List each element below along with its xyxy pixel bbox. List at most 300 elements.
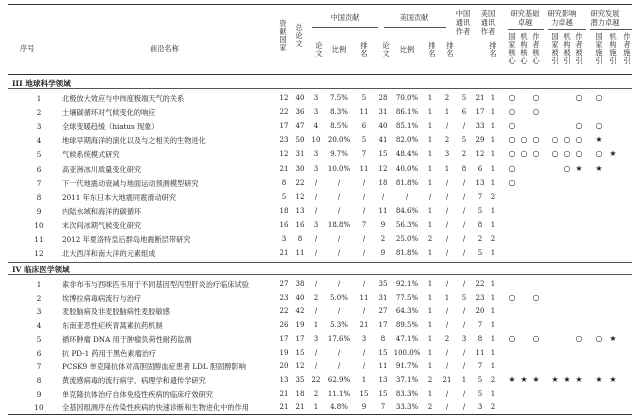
row-value: /: [445, 389, 449, 398]
circle-icon: ○: [508, 121, 516, 131]
row-value: 19: [295, 321, 305, 330]
row-value: 40: [378, 122, 388, 131]
circle-icon: ○: [520, 149, 528, 159]
row-value: 2: [380, 235, 386, 243]
basis-underline: [508, 29, 544, 30]
star-icon: ★: [609, 374, 617, 384]
row-number: 2: [36, 293, 42, 303]
influence-underline: [548, 29, 586, 30]
row-value: /: [445, 307, 449, 316]
header-topic: 前沿名称: [150, 44, 179, 53]
row-value: 5.3%: [330, 321, 348, 330]
sub-basis-country: 国家核心: [508, 32, 516, 65]
circle-icon: ○: [508, 333, 516, 343]
row-value: 47.1%: [395, 334, 419, 343]
row-value: 22: [311, 375, 321, 384]
usa-underline: [384, 27, 446, 28]
row-value: 18: [279, 206, 289, 215]
sub-basis-institution: 机构核心: [520, 32, 528, 65]
row-number: 3: [36, 307, 42, 317]
row-topic: 全球变暖趋缓（hiatus 现象）: [62, 122, 159, 132]
header-usa-corr: 美国通讯作者: [480, 9, 496, 36]
row-value: 11: [378, 206, 388, 215]
row-value: 5: [461, 136, 467, 145]
circle-icon: ○: [575, 135, 583, 145]
sub-usa-ratio: 比例: [399, 45, 415, 54]
row-value: 15: [295, 348, 305, 357]
circle-icon: ○: [551, 149, 559, 159]
header-china: 中国贡献: [330, 13, 360, 22]
row-value: /: [337, 235, 341, 243]
circle-icon: ○: [532, 135, 540, 145]
row-value: 1: [490, 220, 496, 229]
circle-icon: ○: [508, 93, 516, 102]
circle-icon: ○: [508, 107, 516, 117]
row-value: 9: [380, 220, 386, 229]
row-value: /: [362, 192, 366, 201]
circle-icon: ○: [551, 135, 559, 145]
row-value: 77.5%: [395, 293, 419, 302]
row-value: /: [314, 192, 318, 201]
row-value: 83.3%: [395, 389, 419, 398]
sub-influence-country: 国家被引: [551, 32, 559, 65]
row-value: 5: [477, 389, 483, 398]
row-value: 21: [295, 403, 305, 412]
row-topic: 全基因组测序在传染性疾病的快速诊断和生物进化中的作用: [62, 403, 249, 413]
row-value: 50: [295, 136, 305, 145]
row-value: 3: [313, 164, 319, 173]
row-value: 3: [444, 150, 450, 159]
row-value: 1: [490, 362, 496, 371]
row-value: 12: [475, 150, 485, 159]
star-icon: ★: [595, 163, 603, 173]
circle-icon: ○: [575, 121, 583, 131]
row-topic: 抗 PD-1 药用于黑色素瘤治疗: [62, 348, 157, 358]
section-rule: [8, 88, 632, 89]
row-value: 21: [475, 94, 485, 102]
row-value: 2: [490, 192, 496, 201]
row-value: 12: [295, 362, 305, 371]
circle-icon: ○: [508, 135, 516, 145]
circle-icon: ○: [563, 163, 571, 173]
row-topic: 麦胶脑病及非麦胶脑病性麦胶敏感: [62, 307, 170, 317]
row-value: 91.7%: [395, 362, 419, 371]
row-value: 1: [427, 122, 433, 131]
row-value: 3: [461, 334, 467, 343]
row-value: 17: [279, 122, 289, 131]
row-value: 1: [427, 362, 433, 371]
row-value: 8: [477, 220, 483, 229]
row-value: 3: [361, 334, 367, 343]
row-value: 8.3%: [330, 108, 348, 117]
row-value: 22: [279, 307, 289, 316]
row-value: 31: [378, 293, 388, 302]
row-value: 1: [490, 334, 496, 343]
row-topic: 2012 年夏洛特皇后群岛地震断层带研究: [62, 235, 191, 244]
circle-icon: ○: [508, 163, 516, 173]
row-value: /: [445, 249, 449, 258]
row-value: 81.8%: [395, 178, 419, 187]
row-number: 12: [34, 249, 44, 259]
row-value: 1: [490, 280, 496, 288]
row-value: 5: [461, 293, 467, 302]
row-value: 38: [295, 280, 305, 288]
circle-icon: ○: [508, 292, 516, 302]
row-value: 89.5%: [395, 321, 419, 330]
row-value: 2: [427, 375, 433, 384]
row-value: /: [337, 178, 341, 187]
row-topic: 高亚洲冰川质量变化研究: [62, 164, 142, 174]
row-number: 9: [36, 389, 42, 399]
row-value: 8.5%: [330, 122, 348, 131]
row-value: 2: [313, 389, 319, 398]
row-value: 31: [378, 108, 388, 117]
circle-icon: ○: [595, 333, 603, 343]
row-value: /: [445, 206, 449, 215]
row-value: /: [428, 192, 432, 201]
star-icon: ★: [609, 333, 617, 343]
row-value: /: [314, 307, 318, 316]
row-value: /: [445, 362, 449, 371]
sub-potential-institution: 机构施引: [609, 32, 617, 65]
row-value: 1: [313, 403, 319, 412]
row-value: /: [314, 362, 318, 371]
row-value: /: [314, 206, 318, 215]
row-value: /: [337, 348, 341, 357]
row-value: 1: [490, 307, 496, 316]
header-usa: 美国贡献: [399, 13, 429, 22]
row-value: 1: [427, 150, 433, 159]
row-value: 11: [359, 293, 369, 302]
row-value: 40: [295, 293, 305, 302]
sub-potential-author: 作者施引: [623, 32, 631, 65]
row-value: 3: [313, 108, 319, 117]
row-topic: 埃博拉病毒病流行与治疗: [62, 293, 142, 303]
circle-icon: ○: [575, 333, 583, 343]
section-rule-top: [8, 262, 632, 263]
header-china-corr: 中国通讯作者: [455, 9, 471, 36]
row-topic: 下一代地震动衰减与地面运动预测模型研究: [62, 178, 199, 188]
row-number: 9: [36, 206, 42, 216]
row-value: 9: [380, 249, 386, 258]
row-value: /: [314, 280, 318, 288]
row-value: 2: [490, 235, 496, 243]
row-value: 7: [477, 362, 483, 371]
row-value: 2: [427, 403, 433, 412]
row-value: 25.0%: [395, 235, 419, 243]
row-value: /: [445, 178, 449, 187]
row-number: 8: [36, 192, 42, 202]
china-underline: [312, 27, 378, 28]
star-icon: ★: [575, 163, 583, 173]
row-value: 1: [361, 375, 367, 384]
star-icon: ★: [520, 374, 528, 384]
row-topic: 北极放大效应与中纬度极端天气的关系: [62, 94, 185, 103]
circle-icon: ○: [595, 149, 603, 159]
row-number: 4: [36, 321, 42, 331]
row-value: 2: [444, 334, 450, 343]
row-value: 1: [444, 164, 450, 173]
circle-icon: ○: [563, 149, 571, 159]
row-value: 84.6%: [395, 206, 419, 215]
row-value: 1: [490, 178, 496, 187]
row-value: 2: [313, 293, 319, 302]
row-topic: 循环肿瘤 DNA 用于肿瘤负荷性耐药监测: [62, 334, 192, 344]
row-value: 30: [295, 164, 305, 173]
circle-icon: ○: [532, 93, 540, 102]
circle-icon: ○: [532, 107, 540, 117]
row-value: 18.8%: [327, 220, 351, 229]
row-value: 27: [279, 280, 289, 288]
circle-icon: ○: [595, 93, 603, 102]
row-value: 3: [477, 403, 483, 412]
sub-influence-institution: 机构被引: [563, 32, 571, 65]
row-value: 19: [279, 348, 289, 357]
row-value: 1: [427, 280, 433, 288]
row-value: /: [462, 122, 466, 131]
row-value: 33.3%: [395, 403, 419, 412]
circle-icon: ○: [508, 177, 516, 187]
row-number: 3: [36, 122, 42, 132]
row-number: 10: [34, 403, 44, 413]
row-value: 29: [475, 136, 485, 145]
row-value: 10.0%: [327, 164, 351, 173]
sub-potential-country: 国家施引: [595, 32, 603, 65]
row-value: 17.6%: [327, 334, 351, 343]
row-topic: 地球早期海洋的演化以及与之相关的生物进化: [62, 136, 206, 146]
row-value: 36: [295, 108, 305, 117]
row-value: 12: [279, 94, 289, 102]
star-icon: ★: [575, 374, 583, 384]
row-value: /: [362, 362, 366, 371]
row-value: 21: [279, 249, 289, 258]
row-value: 12: [279, 150, 289, 159]
row-value: 1: [427, 178, 433, 187]
row-value: 70.0%: [395, 94, 419, 102]
row-value: /: [462, 389, 466, 398]
row-value: 15: [378, 389, 388, 398]
row-topic: 土壤碳循环对气候变化的响应: [62, 108, 156, 118]
row-value: 1: [490, 108, 496, 117]
row-value: 1: [427, 108, 433, 117]
row-value: 100.0%: [393, 348, 421, 357]
row-value: 5: [477, 249, 483, 258]
circle-icon: ○: [595, 121, 603, 131]
row-value: 35: [295, 375, 305, 384]
row-topic: 2011 年东日本大地震同震滑动研究: [62, 192, 177, 202]
row-value: 11: [475, 348, 485, 357]
row-value: 9.7%: [330, 150, 348, 159]
row-topic: 单克隆抗体治疗自体免疫性疾病的临床疗效研究: [62, 389, 213, 399]
row-value: 37.1%: [395, 375, 419, 384]
row-value: 11: [359, 164, 369, 173]
row-value: 21: [279, 164, 289, 173]
row-value: 9: [361, 403, 367, 412]
row-value: 6: [477, 164, 483, 173]
sub-china-ratio: 比例: [331, 45, 347, 54]
row-number: 6: [36, 348, 42, 358]
row-value: 22: [475, 280, 485, 288]
row-value: 20.0%: [327, 136, 351, 145]
row-topic: 东南亚恶性疟疾青蒿素抗药机制: [62, 321, 163, 331]
circle-icon: ○: [575, 149, 583, 159]
circle-icon: ○: [532, 292, 540, 302]
row-value: 1: [490, 293, 496, 302]
row-value: /: [362, 307, 366, 316]
row-value: 22: [295, 178, 305, 187]
row-value: 7: [477, 321, 483, 330]
row-value: /: [445, 122, 449, 131]
row-value: 1: [427, 293, 433, 302]
row-value: 13: [475, 178, 485, 187]
row-topic: 内陆水域和海洋的碳循环: [62, 206, 142, 216]
row-value: 31: [295, 150, 305, 159]
row-value: 17: [279, 334, 289, 343]
row-value: /: [462, 249, 466, 258]
row-value: 16: [295, 220, 305, 229]
row-number: 1: [36, 94, 42, 103]
row-value: 7: [361, 220, 367, 229]
row-value: /: [337, 206, 341, 215]
row-value: 1: [490, 122, 496, 131]
bottom-rule: [8, 414, 632, 415]
row-value: 85.1%: [395, 122, 419, 131]
header-research-influence: 研究影响力卓越: [547, 9, 577, 27]
star-icon: ★: [532, 374, 540, 384]
row-value: 1: [427, 94, 433, 102]
row-value: /: [445, 403, 449, 412]
row-value: 1: [427, 136, 433, 145]
row-value: 1: [461, 375, 467, 384]
row-value: 5: [361, 136, 367, 145]
row-value: 3: [313, 94, 319, 102]
row-value: 11: [378, 362, 388, 371]
row-value: 7: [477, 192, 483, 201]
row-value: 42: [295, 307, 305, 316]
row-value: 3: [313, 220, 319, 229]
row-value: 1: [427, 321, 433, 330]
row-value: 64.3%: [395, 307, 419, 316]
row-value: 8: [461, 164, 467, 173]
row-number: 2: [36, 108, 42, 118]
row-value: 1: [490, 249, 496, 258]
row-value: 1: [490, 206, 496, 215]
row-number: 4: [36, 136, 42, 146]
row-value: 2: [444, 94, 450, 102]
row-value: /: [337, 362, 341, 371]
section-rule: [8, 274, 632, 275]
row-value: 1: [490, 389, 496, 398]
row-value: 5: [461, 94, 467, 102]
circle-icon: ○: [532, 333, 540, 343]
row-value: /: [462, 235, 466, 243]
row-value: 1: [427, 348, 433, 357]
row-value: 6: [461, 108, 467, 117]
row-value: 2: [444, 136, 450, 145]
section-title: III 地球科学领域: [12, 79, 71, 88]
row-value: 11: [295, 249, 305, 258]
row-value: 6: [361, 122, 367, 131]
row-value: /: [462, 280, 466, 288]
row-value: 1: [490, 94, 496, 102]
row-value: /: [462, 348, 466, 357]
row-value: 21: [279, 389, 289, 398]
sub-china-corr-rank: 排名: [446, 41, 454, 58]
header-bottom-rule: [8, 74, 632, 75]
row-value: 4.8%: [330, 403, 348, 412]
row-value: /: [445, 235, 449, 243]
row-value: 7: [380, 403, 386, 412]
row-value: 2: [461, 150, 467, 159]
row-value: 23: [279, 293, 289, 302]
row-value: 10: [311, 136, 321, 145]
row-value: 1: [490, 348, 496, 357]
top-rule: [8, 4, 632, 5]
row-value: 8: [281, 178, 287, 187]
section-title: IV 临床医学领域: [12, 265, 70, 274]
row-value: /: [314, 178, 318, 187]
row-value: 1: [490, 136, 496, 145]
row-value: /: [314, 249, 318, 258]
row-value: /: [362, 249, 366, 258]
row-value: /: [405, 192, 409, 201]
row-value: 62.9%: [327, 375, 351, 384]
row-value: 16: [279, 220, 289, 229]
row-value: /: [445, 348, 449, 357]
row-value: 5: [281, 192, 287, 201]
row-value: 40.0%: [395, 164, 419, 173]
star-icon: ★: [551, 374, 559, 384]
circle-icon: ○: [532, 149, 540, 159]
row-value: 40: [295, 94, 305, 102]
row-value: 5: [477, 206, 483, 215]
row-value: 1: [427, 389, 433, 398]
row-value: /: [314, 235, 318, 243]
sub-china-rank: 排名: [360, 41, 368, 58]
row-value: 11.1%: [327, 389, 351, 398]
row-value: 12: [378, 164, 388, 173]
row-value: 13: [295, 206, 305, 215]
row-value: 1: [427, 220, 433, 229]
row-value: 8: [477, 334, 483, 343]
row-value: 5: [477, 375, 483, 384]
row-value: 1: [427, 249, 433, 258]
row-value: /: [462, 220, 466, 229]
row-value: 7: [361, 150, 367, 159]
header-research-potential: 研究发展潜力卓越: [590, 9, 620, 27]
row-value: 1: [490, 164, 496, 173]
row-value: 20: [279, 362, 289, 371]
row-value: /: [462, 206, 466, 215]
star-icon: ★: [508, 374, 516, 384]
row-value: 1: [490, 321, 496, 330]
row-value: /: [445, 192, 449, 201]
sub-usa-corr-rank: 排名: [489, 41, 497, 58]
row-value: /: [362, 280, 366, 288]
row-value: /: [337, 192, 341, 201]
row-value: /: [462, 362, 466, 371]
row-value: 3: [313, 150, 319, 159]
row-value: /: [362, 235, 366, 243]
row-value: /: [314, 348, 318, 357]
header-seq: 序号: [20, 44, 35, 53]
row-value: 56.3%: [395, 220, 419, 229]
row-value: 2: [427, 235, 433, 243]
row-value: 17: [378, 321, 388, 330]
row-value: 13: [279, 375, 289, 384]
row-value: /: [337, 249, 341, 258]
row-value: /: [337, 307, 341, 316]
